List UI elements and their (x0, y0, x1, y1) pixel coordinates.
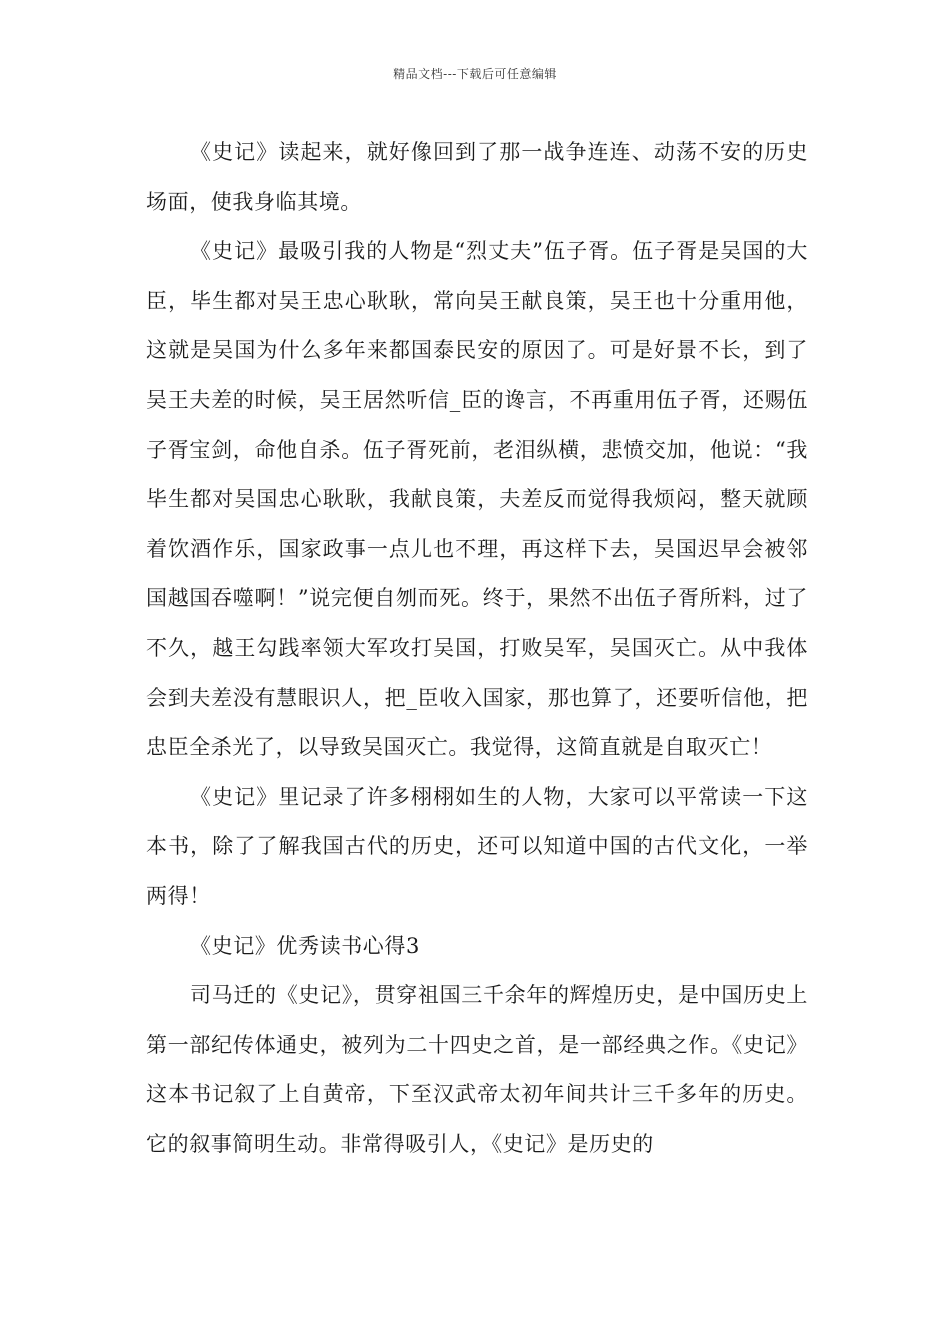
paragraph-2: 《史记》最吸引我的人物是“烈丈夫”伍子胥。伍子胥是吴国的大臣，毕生都对吴王忠心耿耿，常向吴王献良策，吴王也十分重用他，这就是吴国为什么多年来都国泰民安的原因了。可是好景不长，到了吴王夫差的时候，吴王居然听信_臣的谗言，不再重用伍子胥，还赐伍子胥宝剑，命他自杀。伍子胥死前，老泪纵横，悲愤交加，他说：“我毕生都对吴国忠心耿耿，我献良策，夫差反而觉得我烦闷，整天就顾着饮酒作乐，国家政事一点儿也不理，再这样下去，吴国迟早会被邻国越国吞噬啊！”说完便自刎而死。终于，果然不出伍子胥所料，过了不久，越王勾践率领大军攻打吴国，打败吴军，吴国灭亡。从中我体会到夫差没有慧眼识人，把_臣收入国家，那也算了，还要听信他，把忠臣全杀光了，以导致吴国灭亡。我觉得，这简直就是自取灭亡！ (146, 239, 808, 760)
paragraph-4: 司马迁的《史记》，贯穿祖国三千余年的辉煌历史，是中国历史上第一部纪传体通史，被列为二十四史之首，是一部经典之作。《史记》这本书记叙了上自黄帝，下至汉武帝太初年间共计三千多年的历史。它的叙事简明生动。非常得吸引人，《史记》是历史的 (146, 983, 808, 1156)
page-header: 精品文档---下载后可任意编辑 (393, 67, 557, 81)
paragraph-3: 《史记》里记录了许多栩栩如生的人物，大家可以平常读一下这本书，除了了解我国古代的历史，还可以知道中国的古代文化，一举两得！ (146, 784, 808, 908)
document-body (146, 128, 808, 1169)
section-heading: 《史记》优秀读书心得3 (190, 933, 420, 958)
paragraph-1: 《史记》读起来，就好像回到了那一战争连连、动荡不安的历史场面，使我身临其境。 (146, 140, 808, 214)
